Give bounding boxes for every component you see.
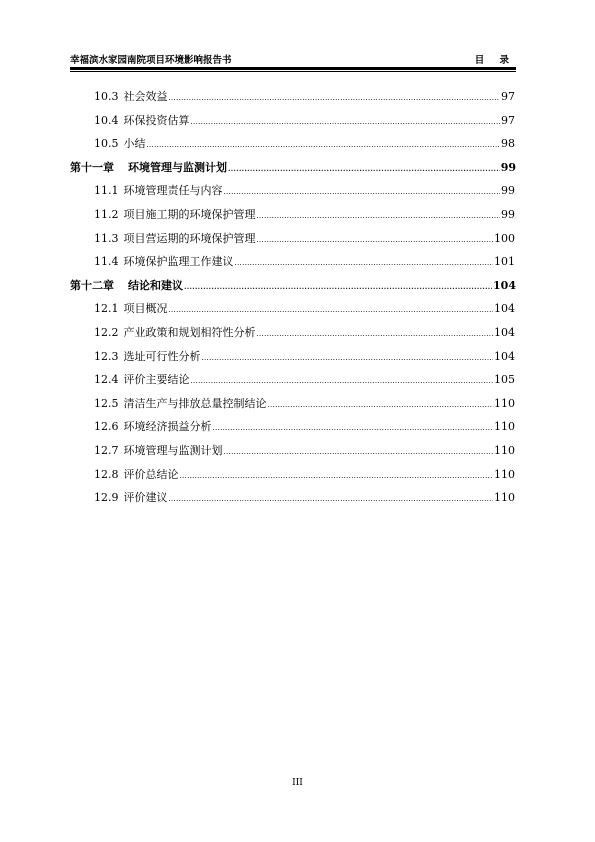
toc-section-entry[interactable]	[70, 88, 516, 112]
toc-dot-leader	[235, 259, 494, 267]
toc-section-entry[interactable]	[70, 135, 516, 159]
toc-entry-number: 10.3	[94, 90, 119, 103]
toc-entry-title: 环保投资估算	[123, 113, 190, 127]
document-title: 幸福滨水家园南院项目环境影响报告书	[70, 55, 232, 66]
toc-entry-title: 小结	[123, 137, 146, 151]
toc-entry-page: 104	[494, 302, 515, 316]
toc-entry-title: 产业政策和规划相符性分析	[123, 325, 256, 339]
toc-section-entry[interactable]	[70, 230, 516, 254]
toc-dot-leader	[147, 141, 501, 149]
toc-dot-leader	[268, 401, 494, 409]
toc-dot-leader	[257, 330, 494, 338]
toc-section-entry[interactable]	[70, 206, 516, 230]
toc-section-entry[interactable]	[70, 324, 516, 348]
toc-entry-number: 第十二章	[70, 278, 114, 292]
toc-entry-title: 评价总结论	[123, 467, 179, 481]
toc-entry-title: 环境管理与监测计划	[123, 443, 223, 457]
toc-entry-title: 环境经济损益分析	[123, 420, 212, 434]
header-rule-thick	[70, 67, 516, 70]
toc-entry-number: 10.5	[94, 137, 119, 151]
toc-dot-leader	[169, 94, 501, 102]
toc-dot-leader	[191, 377, 494, 385]
toc-entry-title: 选址可行性分析	[123, 349, 201, 363]
toc-entry-number: 第十一章	[70, 160, 114, 174]
toc-dot-leader	[180, 472, 494, 480]
toc-entry-title: 项目概况	[123, 302, 168, 316]
toc-entry-page: 104	[493, 278, 516, 292]
toc-entry-title: 社会效益	[123, 90, 168, 103]
toc-entry-number: 11.1	[94, 184, 119, 198]
header-rule-thin	[70, 71, 516, 72]
toc-dot-leader	[257, 212, 501, 220]
toc-dot-leader	[169, 495, 494, 503]
toc-chapter-entry[interactable]	[70, 159, 516, 183]
toc-entry-page: 100	[494, 231, 515, 245]
toc-chapter-entry[interactable]	[70, 277, 516, 301]
toc-entry-page: 97	[501, 113, 515, 127]
toc-section-entry[interactable]	[70, 371, 516, 395]
toc-section-entry[interactable]	[70, 489, 516, 513]
toc-entry-title: 项目施工期的环境保护管理	[123, 207, 256, 221]
toc-entry-number: 11.4	[94, 255, 119, 269]
toc-entry-number: 12.8	[94, 467, 119, 481]
toc-entry-number: 11.3	[94, 231, 119, 245]
toc-section-entry[interactable]	[70, 442, 516, 466]
toc-dot-leader	[228, 164, 500, 173]
toc-entry-number: 11.2	[94, 207, 119, 221]
toc-dot-leader	[184, 282, 492, 291]
toc-entry-number: 12.6	[94, 420, 119, 434]
toc-entry-page: 110	[494, 491, 515, 505]
toc-entry-number: 12.4	[94, 373, 119, 387]
toc-section-entry[interactable]	[70, 112, 516, 136]
toc-entry-number: 12.7	[94, 443, 119, 457]
toc-entry-title: 项目营运期的环境保护管理	[123, 231, 256, 245]
toc-dot-leader	[224, 448, 494, 456]
toc-entry-number: 10.4	[94, 113, 119, 127]
toc-entry-page: 110	[494, 467, 515, 481]
toc-dot-leader	[224, 188, 501, 196]
toc-entry-number: 12.3	[94, 349, 119, 363]
toc-entry-title: 评价建议	[123, 491, 168, 505]
toc-entry-number: 12.9	[94, 491, 119, 505]
toc-entry-page: 110	[494, 396, 515, 410]
toc-entry-page: 101	[494, 255, 515, 269]
toc-dot-leader	[202, 354, 494, 362]
toc-entry-page: 99	[501, 207, 515, 221]
toc-entry-page: 98	[501, 137, 515, 151]
toc-dot-leader	[191, 118, 501, 126]
toc-entry-page: 104	[494, 349, 515, 363]
toc-section-entry[interactable]	[70, 300, 516, 324]
toc-entry-title: 环境保护监理工作建议	[123, 255, 234, 269]
toc-section-entry[interactable]	[70, 395, 516, 419]
toc-entry-title: 环境管理与监测计划	[128, 160, 227, 174]
toc-entry-number: 12.2	[94, 325, 119, 339]
toc-entry-page: 110	[494, 443, 515, 457]
toc-entry-page: 99	[501, 184, 515, 198]
section-label: 目 录	[474, 55, 515, 66]
toc-entry-number: 12.1	[94, 302, 119, 316]
page-header	[70, 52, 515, 66]
toc-entry-title: 清洁生产与排放总量控制结论	[123, 396, 267, 410]
toc-section-entry[interactable]	[70, 348, 516, 372]
table-of-contents	[70, 88, 516, 513]
toc-entry-number: 12.5	[94, 396, 119, 410]
toc-entry-page: 97	[501, 90, 515, 103]
toc-dot-leader	[169, 306, 494, 314]
toc-dot-leader	[213, 424, 494, 432]
toc-entry-title: 评价主要结论	[123, 373, 190, 387]
toc-entry-title: 结论和建议	[128, 278, 183, 292]
toc-entry-page: 105	[494, 373, 515, 387]
toc-entry-page: 104	[494, 325, 515, 339]
toc-dot-leader	[257, 236, 494, 244]
toc-section-entry[interactable]	[70, 466, 516, 490]
toc-entry-page: 110	[494, 420, 515, 434]
toc-entry-title: 环境管理责任与内容	[123, 184, 223, 198]
toc-section-entry[interactable]	[70, 253, 516, 277]
toc-section-entry[interactable]	[70, 182, 516, 206]
toc-section-entry[interactable]	[70, 418, 516, 442]
toc-entry-page: 99	[500, 160, 516, 174]
page-number: III	[292, 778, 303, 788]
